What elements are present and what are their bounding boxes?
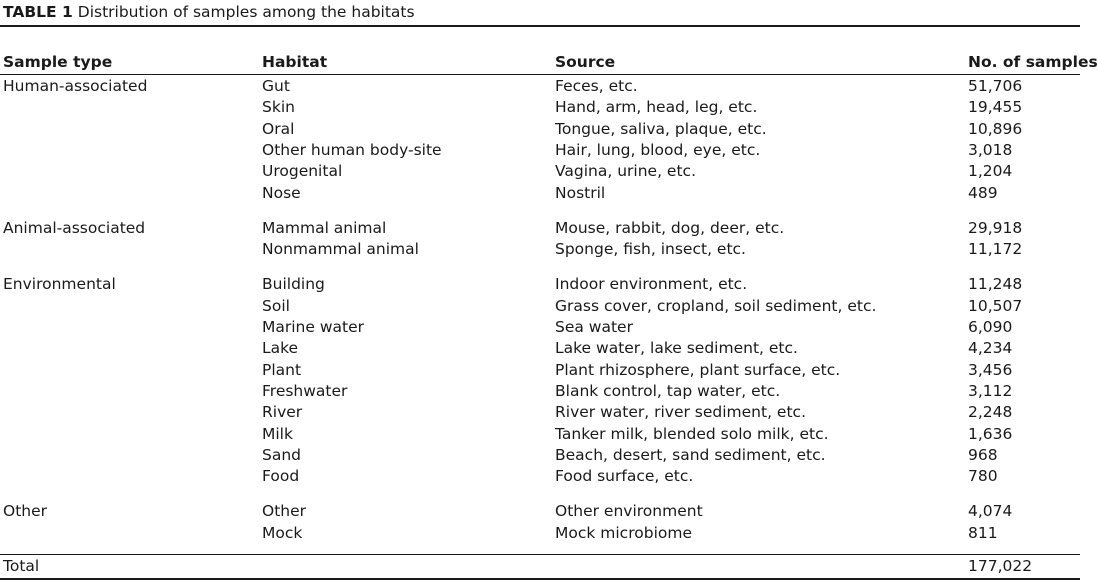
habitat-cell: Urogenital (262, 162, 343, 181)
count-cell: 968 (968, 445, 998, 464)
source-cell: Hair, lung, blood, eye, etc. (555, 140, 761, 159)
source-cell: Sea water (555, 318, 633, 336)
habitat-cell: Building (262, 275, 325, 294)
source-cell: Lake water, lake sediment, etc. (555, 339, 798, 358)
source-cell: Blank control, tap water, etc. (555, 381, 781, 400)
habitat-cell: Gut (262, 77, 290, 95)
source-cell: Tongue, saliva, plaque, etc. (555, 119, 767, 138)
total-rule (0, 554, 1080, 555)
source-cell: River water, river sediment, etc. (555, 403, 806, 422)
source-cell: Feces, etc. (555, 77, 638, 95)
source-cell: Vagina, urine, etc. (555, 162, 696, 181)
habitat-cell: Soil (262, 296, 290, 315)
habitat-cell: Nose (262, 183, 301, 202)
table-label: TABLE 1 (3, 3, 73, 21)
source-cell: Other environment (555, 502, 703, 521)
habitat-cell: Marine water (262, 318, 364, 336)
habitat-cell: Other human body-site (262, 140, 442, 159)
header-sample-type: Sample type (3, 53, 113, 71)
table-caption (3, 1, 415, 23)
count-cell: 11,172 (968, 240, 1023, 259)
habitat-cell: Food (262, 467, 300, 486)
count-cell: 19,455 (968, 98, 1023, 117)
habitat-cell: Mammal animal (262, 218, 387, 237)
header-rule (0, 74, 1080, 75)
count-cell: 11,248 (968, 275, 1023, 294)
source-cell: Plant rhizosphere, plant surface, etc. (555, 360, 841, 379)
count-cell: 3,018 (968, 140, 1013, 159)
source-cell: Tanker milk, blended solo milk, etc. (555, 424, 829, 443)
count-cell: 811 (968, 523, 998, 542)
top-rule (0, 25, 1080, 27)
habitat-cell: River (262, 403, 303, 422)
habitat-cell: Plant (262, 360, 302, 379)
source-cell: Mock microbiome (555, 523, 692, 542)
source-cell: Hand, arm, head, leg, etc. (555, 98, 758, 117)
header-source: Source (555, 53, 616, 71)
source-cell: Food surface, etc. (555, 467, 694, 486)
habitat-cell: Mock (262, 523, 303, 542)
sample-type-cell: Environmental (3, 275, 116, 294)
habitat-cell: Other (262, 502, 307, 521)
count-cell: 10,507 (968, 296, 1023, 315)
count-cell: 780 (968, 467, 998, 486)
count-cell: 29,918 (968, 218, 1023, 237)
habitat-cell: Oral (262, 119, 295, 138)
sample-type-cell: Other (3, 502, 48, 521)
sample-type-cell: Human-associated (3, 77, 148, 95)
total-label: Total (3, 557, 40, 575)
habitat-cell: Milk (262, 424, 293, 443)
source-cell: Beach, desert, sand sediment, etc. (555, 445, 826, 464)
count-cell: 6,090 (968, 318, 1013, 336)
table-title: Distribution of samples among the habitats (77, 3, 415, 21)
count-cell: 1,636 (968, 424, 1013, 443)
bottom-rule (0, 578, 1080, 580)
source-cell: Nostril (555, 183, 606, 202)
sample-type-cell: Animal-associated (3, 218, 146, 237)
habitat-cell: Nonmammal animal (262, 240, 419, 259)
count-cell: 10,896 (968, 119, 1023, 138)
count-cell: 4,234 (968, 339, 1013, 358)
count-cell: 3,456 (968, 360, 1013, 379)
habitat-cell: Lake (262, 339, 299, 358)
header-habitat: Habitat (262, 53, 328, 71)
habitat-cell: Sand (262, 445, 301, 464)
count-cell: 51,706 (968, 77, 1023, 95)
source-cell: Grass cover, cropland, soil sediment, etc. (555, 296, 877, 315)
source-cell: Sponge, fish, insect, etc. (555, 240, 746, 259)
count-cell: 4,074 (968, 502, 1013, 521)
header-count: No. of samples (968, 53, 1098, 71)
total-count: 177,022 (968, 557, 1033, 575)
source-cell: Indoor environment, etc. (555, 275, 748, 294)
source-cell: Mouse, rabbit, dog, deer, etc. (555, 218, 785, 237)
habitat-cell: Freshwater (262, 381, 348, 400)
count-cell: 2,248 (968, 403, 1013, 422)
count-cell: 1,204 (968, 162, 1013, 181)
count-cell: 489 (968, 183, 998, 202)
habitat-cell: Skin (262, 98, 295, 117)
count-cell: 3,112 (968, 381, 1013, 400)
